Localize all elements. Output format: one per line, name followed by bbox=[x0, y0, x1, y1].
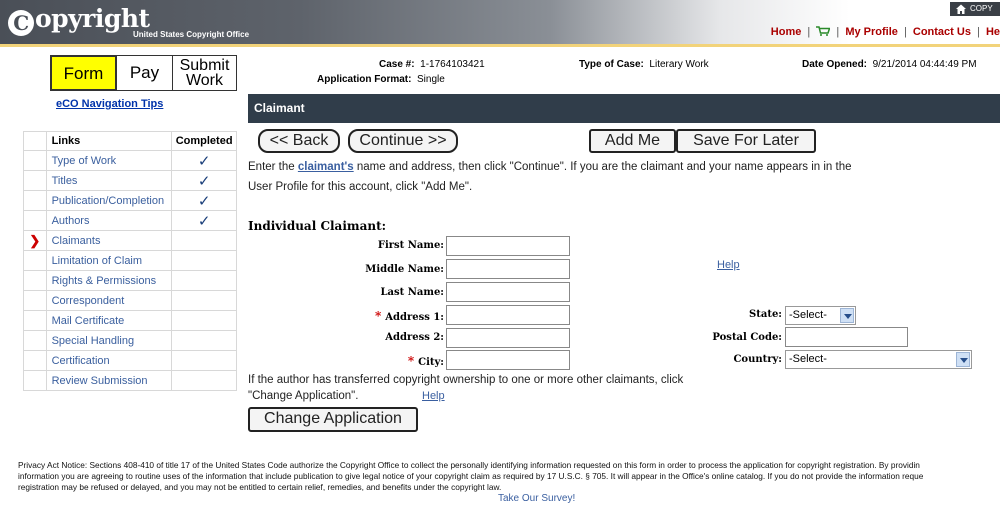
help-link-transfer[interactable]: Help bbox=[422, 390, 445, 402]
change-application-button[interactable]: Change Application bbox=[248, 407, 418, 432]
table-row bbox=[24, 211, 237, 231]
type-of-case: Type of Case: Literary Work bbox=[579, 59, 709, 70]
current-step-arrow-icon: ❯ bbox=[29, 232, 41, 248]
checkmark-icon bbox=[172, 271, 237, 291]
table-row bbox=[24, 231, 237, 251]
add-me-button[interactable]: Add Me bbox=[589, 129, 676, 153]
state-label: State: bbox=[749, 309, 782, 320]
table-row bbox=[24, 371, 237, 391]
eco-navigation-tips-link[interactable]: eCO Navigation Tips bbox=[56, 98, 164, 110]
checkmark-icon: ✓ bbox=[172, 151, 237, 171]
individual-claimant-title: Individual Claimant: bbox=[248, 219, 387, 233]
my-profile-link[interactable]: My Profile bbox=[845, 26, 898, 38]
instructions-text: Enter the claimant's name and address, then click "Continue". If you are the claimant and your name appears in in the User Profile for this account, click "Add Me". bbox=[248, 161, 852, 193]
continue-button[interactable]: Continue >> bbox=[348, 129, 458, 153]
link-type-of-work[interactable]: Type of Work bbox=[46, 151, 172, 171]
table-row bbox=[24, 251, 237, 271]
links-table-header bbox=[24, 132, 237, 151]
link-rights-permissions[interactable]: Rights & Permissions bbox=[46, 271, 172, 291]
city-label: * City: bbox=[407, 354, 444, 368]
table-row bbox=[24, 191, 237, 211]
cart-icon[interactable] bbox=[816, 26, 830, 36]
postal-code-input[interactable] bbox=[785, 327, 908, 347]
back-button[interactable]: << Back bbox=[258, 129, 340, 153]
claimants-link[interactable]: claimant's bbox=[297, 161, 354, 173]
checkmark-icon bbox=[172, 291, 237, 311]
postal-code-label: Postal Code: bbox=[712, 332, 782, 343]
required-asterisk-icon: * bbox=[374, 309, 382, 323]
take-our-survey-link[interactable]: Take Our Survey! bbox=[498, 493, 576, 504]
step-submit-work[interactable]: Submit Work bbox=[172, 55, 237, 91]
save-for-later-button[interactable]: Save For Later bbox=[676, 129, 816, 153]
header-rule bbox=[0, 44, 1000, 47]
link-publication-completion[interactable]: Publication/Completion bbox=[46, 191, 172, 211]
table-row bbox=[24, 331, 237, 351]
first-name-input[interactable] bbox=[446, 236, 570, 256]
checkmark-icon bbox=[172, 231, 237, 251]
link-authors[interactable]: Authors bbox=[46, 211, 172, 231]
table-row bbox=[24, 311, 237, 331]
link-limitation-of-claim[interactable]: Limitation of Claim bbox=[46, 251, 172, 271]
help-link-form[interactable]: Help bbox=[717, 259, 740, 271]
link-review-submission[interactable]: Review Submission bbox=[46, 371, 172, 391]
middle-name-label: Middle Name: bbox=[365, 264, 444, 275]
city-input[interactable] bbox=[446, 350, 570, 370]
middle-name-input[interactable] bbox=[446, 259, 570, 279]
link-correspondent[interactable]: Correspondent bbox=[46, 291, 172, 311]
checkmark-icon bbox=[172, 371, 237, 391]
privacy-act-notice: Privacy Act Notice: Sections 408-410 of title 17 of the United States Code authorize the Copyright Office to collect the personally identifying information requested on this form in order to process the application for copyright registration. By providin information you are agreeing to routine uses of the information that include publication to give legal notice of your copyright claim as required by 17 U.S.C. § 705. It will appear in the Office's online catalog. If you do not provide the information reque registration may be refused or delayed, and you may not be entitled to certain relief, remedies, and benefits under the copyright law. bbox=[18, 460, 924, 492]
checkmark-icon bbox=[172, 311, 237, 331]
last-name-label: Last Name: bbox=[380, 287, 444, 298]
transfer-instructions: If the author has transferred copyright ownership to one or more other claimants, click "Change Application". bbox=[248, 374, 684, 402]
link-certification[interactable]: Certification bbox=[46, 351, 172, 371]
address-1-label: * Address 1: bbox=[374, 309, 444, 323]
checkmark-icon bbox=[172, 351, 237, 371]
link-claimants[interactable]: Claimants bbox=[46, 231, 172, 251]
table-row bbox=[24, 351, 237, 371]
address-2-label: Address 2: bbox=[385, 332, 444, 343]
link-titles[interactable]: Titles bbox=[46, 171, 172, 191]
top-home-tab[interactable]: COPY bbox=[950, 2, 1000, 16]
address-1-input[interactable] bbox=[446, 305, 570, 325]
contact-us-link[interactable]: Contact Us bbox=[912, 26, 971, 38]
checkmark-icon: ✓ bbox=[172, 191, 237, 211]
copyright-logo[interactable]: C opyright bbox=[8, 4, 150, 36]
checkmark-icon: ✓ bbox=[172, 171, 237, 191]
home-icon bbox=[955, 3, 967, 15]
address-2-input[interactable] bbox=[446, 328, 570, 348]
table-row bbox=[24, 291, 237, 311]
case-number: Case #: 1-1764103421 bbox=[379, 59, 485, 70]
links-table bbox=[23, 131, 237, 391]
chevron-down-icon bbox=[840, 308, 854, 323]
links-column-header: Links bbox=[46, 132, 172, 151]
step-form[interactable]: Form bbox=[50, 55, 117, 91]
claimant-section-bar: Claimant bbox=[248, 94, 1000, 123]
first-name-label: First Name: bbox=[377, 240, 444, 251]
chevron-down-icon bbox=[956, 352, 970, 367]
checkmark-icon: ✓ bbox=[172, 211, 237, 231]
help-link-top[interactable]: He bbox=[985, 26, 1000, 38]
last-name-input[interactable] bbox=[446, 282, 570, 302]
site-header bbox=[0, 0, 1000, 44]
home-link[interactable]: Home bbox=[770, 26, 802, 38]
link-mail-certificate[interactable]: Mail Certificate bbox=[46, 311, 172, 331]
table-row bbox=[24, 151, 237, 171]
logo-subtitle: United States Copyright Office bbox=[133, 30, 250, 39]
date-opened: Date Opened: 9/21/2014 04:44:49 PM bbox=[802, 59, 977, 70]
table-row bbox=[24, 271, 237, 291]
state-select[interactable]: -Select- bbox=[785, 306, 856, 325]
table-row bbox=[24, 171, 237, 191]
checkmark-icon bbox=[172, 331, 237, 351]
link-special-handling[interactable]: Special Handling bbox=[46, 331, 172, 351]
top-links: Home | | My Profile | Contact Us | He bbox=[770, 26, 1000, 38]
application-format: Application Format: Single bbox=[317, 74, 445, 85]
required-asterisk-icon: * bbox=[407, 354, 415, 368]
step-pay[interactable]: Pay bbox=[116, 55, 173, 91]
country-label: Country: bbox=[733, 354, 782, 365]
country-select[interactable]: -Select- bbox=[785, 350, 972, 369]
checkmark-icon bbox=[172, 251, 237, 271]
completed-column-header: Completed bbox=[172, 132, 237, 151]
